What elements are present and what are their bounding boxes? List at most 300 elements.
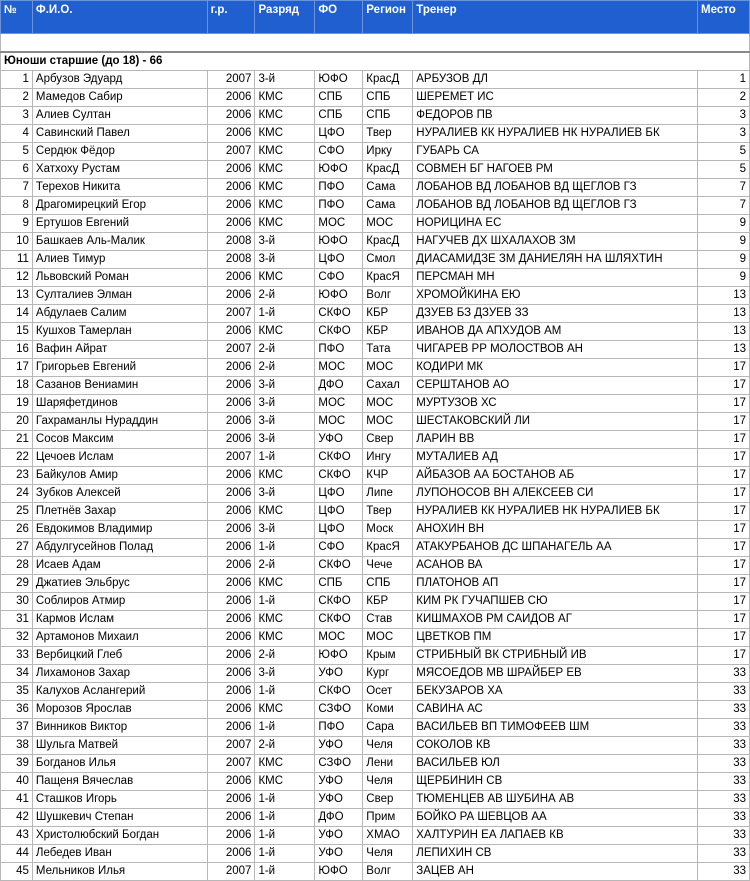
cell-rank[interactable]: 3-й xyxy=(255,377,315,395)
cell-region[interactable]: Твер xyxy=(363,125,413,143)
cell-federal-district[interactable]: ЮФО xyxy=(315,287,363,305)
cell-federal-district[interactable]: СЗФО xyxy=(315,701,363,719)
cell-region[interactable]: СПБ xyxy=(363,107,413,125)
cell-birth-year[interactable]: 2006 xyxy=(207,485,255,503)
cell-place[interactable]: 33 xyxy=(698,701,750,719)
cell-coach[interactable]: ЗАЦЕВ АН xyxy=(413,863,698,881)
cell-number[interactable]: 27 xyxy=(1,539,33,557)
cell-coach[interactable]: БЕКУЗАРОВ ХА xyxy=(413,683,698,701)
cell-coach[interactable]: МЯСОЕДОВ МВ ШРАЙБЕР ЕВ xyxy=(413,665,698,683)
cell-full-name[interactable]: Лебедев Иван xyxy=(32,845,207,863)
cell-federal-district[interactable]: УФО xyxy=(315,845,363,863)
cell-region[interactable]: Сама xyxy=(363,197,413,215)
cell-region[interactable]: ХМАО xyxy=(363,827,413,845)
cell-full-name[interactable]: Артамонов Михаил xyxy=(32,629,207,647)
cell-birth-year[interactable]: 2006 xyxy=(207,323,255,341)
cell-full-name[interactable]: Султалиев Элман xyxy=(32,287,207,305)
cell-region[interactable]: КрасД xyxy=(363,161,413,179)
cell-federal-district[interactable]: МОС xyxy=(315,359,363,377)
cell-rank[interactable]: 1-й xyxy=(255,305,315,323)
cell-rank[interactable]: 2-й xyxy=(255,557,315,575)
cell-birth-year[interactable]: 2008 xyxy=(207,251,255,269)
cell-full-name[interactable]: Абдулгусейнов Полад xyxy=(32,539,207,557)
cell-birth-year[interactable]: 2006 xyxy=(207,719,255,737)
cell-full-name[interactable]: Евдокимов Владимир xyxy=(32,521,207,539)
cell-birth-year[interactable]: 2006 xyxy=(207,107,255,125)
cell-birth-year[interactable]: 2006 xyxy=(207,773,255,791)
cell-federal-district[interactable]: МОС xyxy=(315,629,363,647)
cell-rank[interactable]: КМС xyxy=(255,143,315,161)
cell-rank[interactable]: 3-й xyxy=(255,395,315,413)
cell-number[interactable]: 23 xyxy=(1,467,33,485)
cell-rank[interactable]: КМС xyxy=(255,125,315,143)
cell-birth-year[interactable]: 2006 xyxy=(207,665,255,683)
group-title[interactable]: Юноши старшие (до 18) - 66 xyxy=(1,52,750,71)
cell-place[interactable]: 17 xyxy=(698,521,750,539)
cell-coach[interactable]: БОЙКО РА ШЕВЦОВ АА xyxy=(413,809,698,827)
cell-place[interactable]: 33 xyxy=(698,809,750,827)
cell-number[interactable]: 34 xyxy=(1,665,33,683)
cell-place[interactable]: 7 xyxy=(698,197,750,215)
cell-number[interactable]: 30 xyxy=(1,593,33,611)
cell-region[interactable]: Прим xyxy=(363,809,413,827)
cell-region[interactable]: МОС xyxy=(363,215,413,233)
cell-number[interactable]: 29 xyxy=(1,575,33,593)
cell-region[interactable]: Волг xyxy=(363,287,413,305)
cell-place[interactable]: 13 xyxy=(698,341,750,359)
cell-birth-year[interactable]: 2007 xyxy=(207,863,255,881)
cell-full-name[interactable]: Шаряфетдинов xyxy=(32,395,207,413)
cell-full-name[interactable]: Абдулаев Салим xyxy=(32,305,207,323)
cell-birth-year[interactable]: 2006 xyxy=(207,269,255,287)
cell-place[interactable]: 17 xyxy=(698,539,750,557)
cell-number[interactable]: 39 xyxy=(1,755,33,773)
cell-rank[interactable]: КМС xyxy=(255,215,315,233)
cell-birth-year[interactable]: 2006 xyxy=(207,215,255,233)
cell-federal-district[interactable]: МОС xyxy=(315,395,363,413)
cell-region[interactable]: Чече xyxy=(363,557,413,575)
cell-birth-year[interactable]: 2006 xyxy=(207,161,255,179)
cell-federal-district[interactable]: МОС xyxy=(315,215,363,233)
cell-number[interactable]: 28 xyxy=(1,557,33,575)
cell-number[interactable]: 45 xyxy=(1,863,33,881)
cell-rank[interactable]: 3-й xyxy=(255,485,315,503)
cell-federal-district[interactable]: ДФО xyxy=(315,809,363,827)
cell-federal-district[interactable]: ПФО xyxy=(315,341,363,359)
cell-birth-year[interactable]: 2006 xyxy=(207,287,255,305)
cell-rank[interactable]: КМС xyxy=(255,161,315,179)
cell-region[interactable]: Коми xyxy=(363,701,413,719)
cell-federal-district[interactable]: СПБ xyxy=(315,107,363,125)
cell-place[interactable]: 17 xyxy=(698,377,750,395)
cell-coach[interactable]: ЛОБАНОВ ВД ЛОБАНОВ ВД ЩЕГЛОВ ГЗ xyxy=(413,179,698,197)
cell-birth-year[interactable]: 2006 xyxy=(207,827,255,845)
cell-federal-district[interactable]: УФО xyxy=(315,773,363,791)
cell-place[interactable]: 17 xyxy=(698,395,750,413)
cell-region[interactable]: Челя xyxy=(363,737,413,755)
cell-number[interactable]: 37 xyxy=(1,719,33,737)
header-full-name[interactable]: Ф.И.О. xyxy=(32,1,207,34)
cell-coach[interactable]: ЩЕРБИНИН СВ xyxy=(413,773,698,791)
cell-region[interactable]: КрасЯ xyxy=(363,269,413,287)
cell-place[interactable]: 17 xyxy=(698,611,750,629)
cell-birth-year[interactable]: 2006 xyxy=(207,197,255,215)
cell-federal-district[interactable]: ЮФО xyxy=(315,647,363,665)
cell-federal-district[interactable]: СКФО xyxy=(315,467,363,485)
cell-place[interactable]: 13 xyxy=(698,323,750,341)
cell-region[interactable]: Крым xyxy=(363,647,413,665)
cell-coach[interactable]: НОРИЦИНА ЕС xyxy=(413,215,698,233)
cell-full-name[interactable]: Ертушов Евгений xyxy=(32,215,207,233)
cell-federal-district[interactable]: СФО xyxy=(315,269,363,287)
cell-federal-district[interactable]: УФО xyxy=(315,791,363,809)
cell-coach[interactable]: НУРАЛИЕВ КК НУРАЛИЕВ НК НУРАЛИЕВ БК xyxy=(413,503,698,521)
cell-federal-district[interactable]: МОС xyxy=(315,413,363,431)
cell-number[interactable]: 36 xyxy=(1,701,33,719)
cell-region[interactable]: КБР xyxy=(363,305,413,323)
cell-region[interactable]: Свер xyxy=(363,791,413,809)
cell-region[interactable]: МОС xyxy=(363,413,413,431)
cell-rank[interactable]: 1-й xyxy=(255,449,315,467)
cell-number[interactable]: 4 xyxy=(1,125,33,143)
cell-place[interactable]: 2 xyxy=(698,89,750,107)
cell-number[interactable]: 35 xyxy=(1,683,33,701)
cell-number[interactable]: 2 xyxy=(1,89,33,107)
cell-region[interactable]: МОС xyxy=(363,359,413,377)
cell-rank[interactable]: 1-й xyxy=(255,683,315,701)
cell-rank[interactable]: КМС xyxy=(255,107,315,125)
cell-full-name[interactable]: Джатиев Эльбрус xyxy=(32,575,207,593)
cell-coach[interactable]: ХРОМОЙКИНА ЕЮ xyxy=(413,287,698,305)
cell-coach[interactable]: АТАКУРБАНОВ ДС ШПАНАГЕЛЬ АА xyxy=(413,539,698,557)
cell-federal-district[interactable]: ЦФО xyxy=(315,503,363,521)
cell-coach[interactable]: ХАЛТУРИН ЕА ЛАПАЕВ КВ xyxy=(413,827,698,845)
cell-coach[interactable]: СТРИБНЫЙ ВК СТРИБНЫЙ ИВ xyxy=(413,647,698,665)
cell-coach[interactable]: ТЮМЕНЦЕВ АВ ШУБИНА АВ xyxy=(413,791,698,809)
cell-federal-district[interactable]: СКФО xyxy=(315,593,363,611)
cell-full-name[interactable]: Зубков Алексей xyxy=(32,485,207,503)
cell-rank[interactable]: 1-й xyxy=(255,791,315,809)
cell-birth-year[interactable]: 2006 xyxy=(207,89,255,107)
cell-rank[interactable]: 3-й xyxy=(255,521,315,539)
cell-birth-year[interactable]: 2006 xyxy=(207,845,255,863)
cell-coach[interactable]: МУРТУЗОВ ХС xyxy=(413,395,698,413)
cell-rank[interactable]: 1-й xyxy=(255,809,315,827)
cell-birth-year[interactable]: 2006 xyxy=(207,125,255,143)
cell-rank[interactable]: 3-й xyxy=(255,413,315,431)
cell-federal-district[interactable]: ЦФО xyxy=(315,485,363,503)
cell-coach[interactable]: КОДИРИ МК xyxy=(413,359,698,377)
cell-full-name[interactable]: Шульга Матвей xyxy=(32,737,207,755)
cell-number[interactable]: 18 xyxy=(1,377,33,395)
header-number[interactable]: № xyxy=(1,1,33,34)
cell-region[interactable]: Твер xyxy=(363,503,413,521)
cell-region[interactable]: КБР xyxy=(363,593,413,611)
cell-birth-year[interactable]: 2006 xyxy=(207,557,255,575)
cell-full-name[interactable]: Алиев Тимур xyxy=(32,251,207,269)
cell-place[interactable]: 33 xyxy=(698,737,750,755)
cell-rank[interactable]: 2-й xyxy=(255,647,315,665)
cell-coach[interactable]: ЛУПОНОСОВ ВН АЛЕКСЕЕВ СИ xyxy=(413,485,698,503)
cell-rank[interactable]: КМС xyxy=(255,269,315,287)
cell-coach[interactable]: САВИНА АС xyxy=(413,701,698,719)
cell-number[interactable]: 22 xyxy=(1,449,33,467)
cell-coach[interactable]: ПЛАТОНОВ АП xyxy=(413,575,698,593)
cell-coach[interactable]: ФЕДОРОВ ПВ xyxy=(413,107,698,125)
cell-full-name[interactable]: Плетнёв Захар xyxy=(32,503,207,521)
cell-place[interactable]: 17 xyxy=(698,557,750,575)
cell-birth-year[interactable]: 2007 xyxy=(207,755,255,773)
cell-place[interactable]: 33 xyxy=(698,665,750,683)
cell-birth-year[interactable]: 2006 xyxy=(207,413,255,431)
cell-rank[interactable]: КМС xyxy=(255,89,315,107)
cell-rank[interactable]: 1-й xyxy=(255,719,315,737)
cell-region[interactable]: СПБ xyxy=(363,575,413,593)
cell-federal-district[interactable]: ЮФО xyxy=(315,71,363,89)
cell-federal-district[interactable]: УФО xyxy=(315,431,363,449)
cell-full-name[interactable]: Винников Виктор xyxy=(32,719,207,737)
cell-full-name[interactable]: Исаев Адам xyxy=(32,557,207,575)
cell-rank[interactable]: КМС xyxy=(255,611,315,629)
cell-full-name[interactable]: Соблиров Атмир xyxy=(32,593,207,611)
cell-region[interactable]: КБР xyxy=(363,323,413,341)
cell-rank[interactable]: 3-й xyxy=(255,665,315,683)
cell-birth-year[interactable]: 2007 xyxy=(207,449,255,467)
cell-federal-district[interactable]: СФО xyxy=(315,143,363,161)
cell-full-name[interactable]: Сосов Максим xyxy=(32,431,207,449)
cell-place[interactable]: 33 xyxy=(698,845,750,863)
cell-federal-district[interactable]: СЗФО xyxy=(315,755,363,773)
cell-place[interactable]: 17 xyxy=(698,503,750,521)
cell-number[interactable]: 8 xyxy=(1,197,33,215)
cell-full-name[interactable]: Цечоев Ислам xyxy=(32,449,207,467)
cell-region[interactable]: КЧР xyxy=(363,467,413,485)
cell-number[interactable]: 12 xyxy=(1,269,33,287)
cell-birth-year[interactable]: 2006 xyxy=(207,467,255,485)
cell-place[interactable]: 17 xyxy=(698,629,750,647)
cell-number[interactable]: 26 xyxy=(1,521,33,539)
cell-full-name[interactable]: Морозов Ярослав xyxy=(32,701,207,719)
cell-birth-year[interactable]: 2006 xyxy=(207,359,255,377)
cell-full-name[interactable]: Башкаев Аль-Малик xyxy=(32,233,207,251)
cell-rank[interactable]: КМС xyxy=(255,503,315,521)
cell-coach[interactable]: ШЕРЕМЕТ ИС xyxy=(413,89,698,107)
cell-number[interactable]: 5 xyxy=(1,143,33,161)
cell-birth-year[interactable]: 2006 xyxy=(207,701,255,719)
cell-region[interactable]: Моск xyxy=(363,521,413,539)
cell-rank[interactable]: КМС xyxy=(255,701,315,719)
cell-full-name[interactable]: Хатхоху Рустам xyxy=(32,161,207,179)
cell-coach[interactable]: ЛОБАНОВ ВД ЛОБАНОВ ВД ЩЕГЛОВ ГЗ xyxy=(413,197,698,215)
cell-full-name[interactable]: Терехов Никита xyxy=(32,179,207,197)
cell-region[interactable]: Смол xyxy=(363,251,413,269)
cell-region[interactable]: Осет xyxy=(363,683,413,701)
cell-region[interactable]: СПБ xyxy=(363,89,413,107)
cell-rank[interactable]: КМС xyxy=(255,629,315,647)
cell-place[interactable]: 7 xyxy=(698,179,750,197)
cell-number[interactable]: 33 xyxy=(1,647,33,665)
cell-number[interactable]: 44 xyxy=(1,845,33,863)
cell-federal-district[interactable]: УФО xyxy=(315,827,363,845)
header-federal-district[interactable]: ФО xyxy=(315,1,363,34)
cell-full-name[interactable]: Богданов Илья xyxy=(32,755,207,773)
cell-full-name[interactable]: Кушхов Тамерлан xyxy=(32,323,207,341)
cell-region[interactable]: Сара xyxy=(363,719,413,737)
cell-rank[interactable]: КМС xyxy=(255,179,315,197)
cell-place[interactable]: 17 xyxy=(698,449,750,467)
cell-federal-district[interactable]: ЮФО xyxy=(315,161,363,179)
cell-birth-year[interactable]: 2006 xyxy=(207,809,255,827)
cell-birth-year[interactable]: 2006 xyxy=(207,611,255,629)
cell-region[interactable]: Лени xyxy=(363,755,413,773)
cell-birth-year[interactable]: 2006 xyxy=(207,683,255,701)
cell-place[interactable]: 13 xyxy=(698,287,750,305)
cell-coach[interactable]: АЙБАЗОВ АА БОСТАНОВ АБ xyxy=(413,467,698,485)
cell-federal-district[interactable]: СКФО xyxy=(315,323,363,341)
cell-region[interactable]: Свер xyxy=(363,431,413,449)
cell-place[interactable]: 5 xyxy=(698,143,750,161)
cell-coach[interactable]: ДИАСАМИДЗЕ ЗМ ДАНИЕЛЯН НА ШЛЯХТИН xyxy=(413,251,698,269)
cell-rank[interactable]: 1-й xyxy=(255,593,315,611)
cell-rank[interactable]: 3-й xyxy=(255,431,315,449)
cell-full-name[interactable]: Мельников Илья xyxy=(32,863,207,881)
cell-region[interactable]: Кург xyxy=(363,665,413,683)
cell-place[interactable]: 9 xyxy=(698,233,750,251)
cell-coach[interactable]: ВАСИЛЬЕВ ЮЛ xyxy=(413,755,698,773)
cell-coach[interactable]: СЕРШТАНОВ АО xyxy=(413,377,698,395)
cell-federal-district[interactable]: УФО xyxy=(315,665,363,683)
cell-place[interactable]: 33 xyxy=(698,827,750,845)
cell-full-name[interactable]: Мамедов Сабир xyxy=(32,89,207,107)
cell-number[interactable]: 41 xyxy=(1,791,33,809)
header-coach[interactable]: Тренер xyxy=(413,1,698,34)
cell-federal-district[interactable]: СКФО xyxy=(315,305,363,323)
cell-number[interactable]: 43 xyxy=(1,827,33,845)
cell-region[interactable]: Челя xyxy=(363,773,413,791)
cell-coach[interactable]: НАГУЧЕВ ДХ ШХАЛАХОВ ЗМ xyxy=(413,233,698,251)
cell-coach[interactable]: ИВАНОВ ДА АПХУДОВ АМ xyxy=(413,323,698,341)
cell-full-name[interactable]: Калухов Аслангерий xyxy=(32,683,207,701)
cell-place[interactable]: 17 xyxy=(698,359,750,377)
cell-rank[interactable]: 2-й xyxy=(255,737,315,755)
cell-birth-year[interactable]: 2007 xyxy=(207,305,255,323)
cell-federal-district[interactable]: ПФО xyxy=(315,179,363,197)
header-place[interactable]: Место xyxy=(698,1,750,34)
cell-birth-year[interactable]: 2006 xyxy=(207,791,255,809)
cell-place[interactable]: 17 xyxy=(698,467,750,485)
cell-region[interactable]: Став xyxy=(363,611,413,629)
cell-place[interactable]: 13 xyxy=(698,305,750,323)
cell-federal-district[interactable]: ЦФО xyxy=(315,521,363,539)
cell-coach[interactable]: КИШМАХОВ РМ САИДОВ АГ xyxy=(413,611,698,629)
cell-place[interactable]: 33 xyxy=(698,683,750,701)
cell-federal-district[interactable]: ПФО xyxy=(315,197,363,215)
cell-place[interactable]: 17 xyxy=(698,575,750,593)
cell-birth-year[interactable]: 2006 xyxy=(207,629,255,647)
cell-region[interactable]: МОС xyxy=(363,395,413,413)
cell-number[interactable]: 15 xyxy=(1,323,33,341)
cell-place[interactable]: 9 xyxy=(698,215,750,233)
cell-federal-district[interactable]: ПФО xyxy=(315,719,363,737)
cell-place[interactable]: 33 xyxy=(698,791,750,809)
cell-number[interactable]: 6 xyxy=(1,161,33,179)
cell-full-name[interactable]: Шушкевич Степан xyxy=(32,809,207,827)
cell-number[interactable]: 3 xyxy=(1,107,33,125)
cell-coach[interactable]: ЧИГАРЕВ РР МОЛОСТВОВ АН xyxy=(413,341,698,359)
cell-region[interactable]: КрасД xyxy=(363,71,413,89)
cell-number[interactable]: 17 xyxy=(1,359,33,377)
cell-place[interactable]: 3 xyxy=(698,125,750,143)
cell-coach[interactable]: КИМ РК ГУЧАПШЕВ СЮ xyxy=(413,593,698,611)
cell-full-name[interactable]: Сазанов Вениамин xyxy=(32,377,207,395)
cell-full-name[interactable]: Савинский Павел xyxy=(32,125,207,143)
cell-coach[interactable]: АСАНОВ ВА xyxy=(413,557,698,575)
cell-region[interactable]: Липе xyxy=(363,485,413,503)
cell-rank[interactable]: КМС xyxy=(255,467,315,485)
cell-region[interactable]: МОС xyxy=(363,629,413,647)
cell-region[interactable]: Ингу xyxy=(363,449,413,467)
cell-place[interactable]: 17 xyxy=(698,413,750,431)
cell-birth-year[interactable]: 2006 xyxy=(207,503,255,521)
cell-birth-year[interactable]: 2006 xyxy=(207,539,255,557)
cell-rank[interactable]: 3-й xyxy=(255,251,315,269)
cell-number[interactable]: 19 xyxy=(1,395,33,413)
cell-coach[interactable]: ЛАРИН ВВ xyxy=(413,431,698,449)
cell-number[interactable]: 24 xyxy=(1,485,33,503)
cell-number[interactable]: 1 xyxy=(1,71,33,89)
cell-number[interactable]: 42 xyxy=(1,809,33,827)
cell-number[interactable]: 14 xyxy=(1,305,33,323)
cell-coach[interactable]: ПЕРСМАН МН xyxy=(413,269,698,287)
cell-coach[interactable]: ГУБАРЬ СА xyxy=(413,143,698,161)
cell-full-name[interactable]: Вербицкий Глеб xyxy=(32,647,207,665)
cell-coach[interactable]: МУТАЛИЕВ АД xyxy=(413,449,698,467)
cell-place[interactable]: 17 xyxy=(698,647,750,665)
cell-federal-district[interactable]: ЮФО xyxy=(315,233,363,251)
cell-federal-district[interactable]: СКФО xyxy=(315,557,363,575)
cell-number[interactable]: 38 xyxy=(1,737,33,755)
cell-number[interactable]: 16 xyxy=(1,341,33,359)
cell-coach[interactable]: АНОХИН ВН xyxy=(413,521,698,539)
cell-coach[interactable]: ВАСИЛЬЕВ ВП ТИМОФЕЕВ ШМ xyxy=(413,719,698,737)
cell-full-name[interactable]: Григорьев Евгений xyxy=(32,359,207,377)
cell-full-name[interactable]: Пащеня Вячеслав xyxy=(32,773,207,791)
cell-coach[interactable]: СОВМЕН БГ НАГОЕВ РМ xyxy=(413,161,698,179)
cell-number[interactable]: 10 xyxy=(1,233,33,251)
cell-rank[interactable]: 1-й xyxy=(255,827,315,845)
cell-rank[interactable]: 2-й xyxy=(255,287,315,305)
cell-region[interactable]: Сама xyxy=(363,179,413,197)
cell-number[interactable]: 40 xyxy=(1,773,33,791)
cell-birth-year[interactable]: 2006 xyxy=(207,575,255,593)
cell-place[interactable]: 33 xyxy=(698,719,750,737)
cell-rank[interactable]: 2-й xyxy=(255,359,315,377)
cell-place[interactable]: 9 xyxy=(698,251,750,269)
cell-birth-year[interactable]: 2007 xyxy=(207,341,255,359)
cell-federal-district[interactable]: ЮФО xyxy=(315,863,363,881)
cell-place[interactable]: 9 xyxy=(698,269,750,287)
cell-birth-year[interactable]: 2007 xyxy=(207,737,255,755)
cell-region[interactable]: Ирку xyxy=(363,143,413,161)
header-rank[interactable]: Разряд xyxy=(255,1,315,34)
cell-rank[interactable]: КМС xyxy=(255,197,315,215)
cell-federal-district[interactable]: СПБ xyxy=(315,575,363,593)
cell-coach[interactable]: ШЕСТАКОВСКИЙ ЛИ xyxy=(413,413,698,431)
cell-rank[interactable]: КМС xyxy=(255,755,315,773)
cell-rank[interactable]: 1-й xyxy=(255,863,315,881)
cell-birth-year[interactable]: 2007 xyxy=(207,143,255,161)
cell-birth-year[interactable]: 2006 xyxy=(207,521,255,539)
